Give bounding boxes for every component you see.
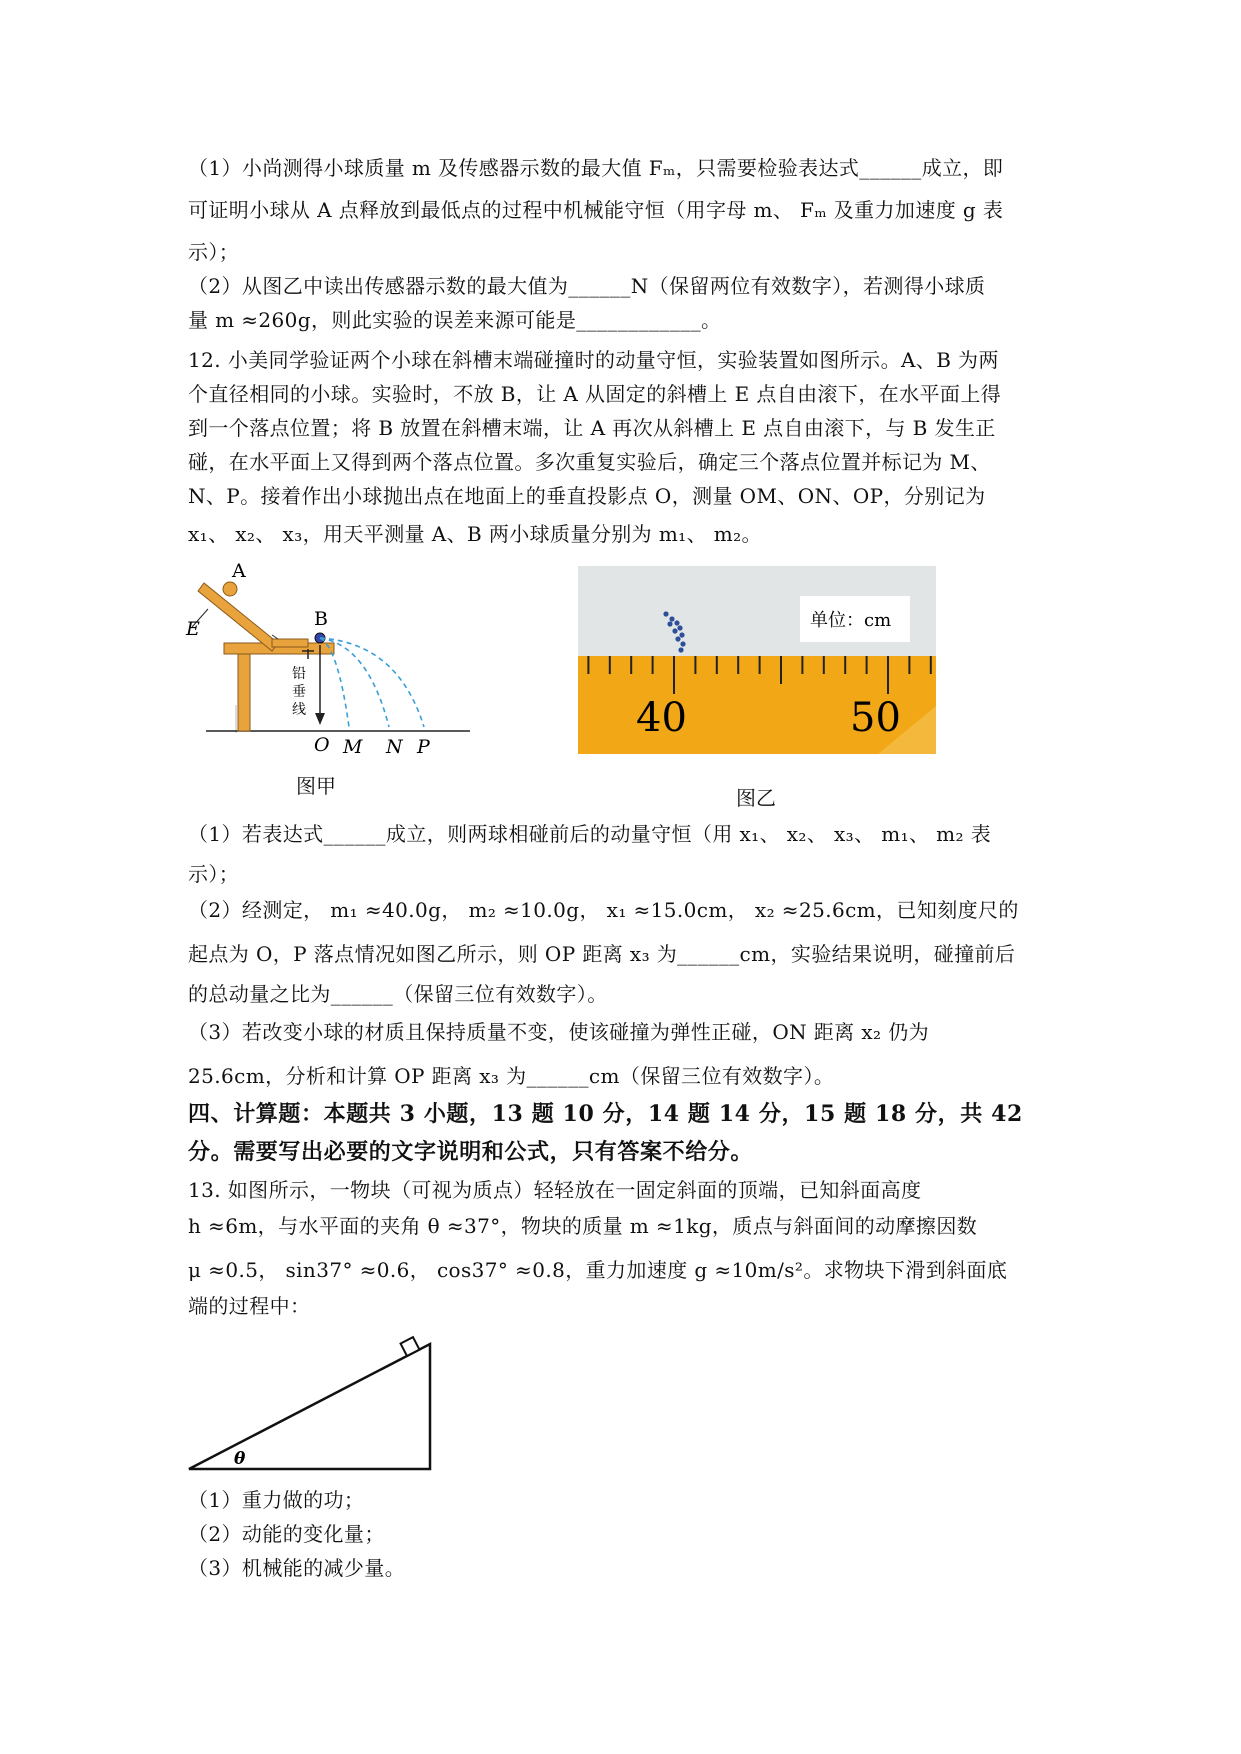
- chute-slope: [198, 583, 278, 651]
- text-line: x₁、 x₂、 x₃，用天平测量 A、B 两小球质量分别为 m₁、 m₂。: [188, 522, 762, 546]
- impact-dot: [678, 647, 683, 652]
- figure-jia-apparatus: [186, 560, 478, 770]
- label-o: O: [314, 734, 330, 756]
- incline-triangle: [189, 1344, 430, 1469]
- plumb-arrow: [315, 713, 325, 725]
- text-line: 量 m ≈260g，则此实验的误差来源可能是____________。: [188, 308, 722, 332]
- plumb-char-3: 线: [292, 702, 306, 718]
- trajectory-p: [320, 638, 424, 727]
- sub-question-line: （2）动能的变化量；: [188, 1522, 385, 1546]
- label-e: E: [186, 618, 200, 640]
- section-heading: 分。需要写出必要的文字说明和公式，只有答案不给分。: [188, 1139, 754, 1165]
- impact-dot: [680, 641, 685, 646]
- text-line: 可证明小球从 A 点释放到最低点的过程中机械能守恒（用字母 m、 Fₘ 及重力加速度 g 表: [188, 198, 1004, 222]
- unit-label: 单位：cm: [810, 610, 892, 631]
- impact-dot: [679, 632, 684, 637]
- impact-dot: [677, 625, 682, 630]
- text-line: 的总动量之比为______（保留三位有效数字）。: [188, 982, 608, 1006]
- impact-dot: [669, 616, 674, 621]
- plumb-char-2: 垂: [292, 684, 306, 700]
- text-line: 个直径相同的小球。实验时，不放 B，让 A 从固定的斜槽上 E 点自由滚下，在水平面上得: [188, 382, 1002, 406]
- impact-dot: [674, 620, 679, 625]
- text-line: 碰，在水平面上又得到两个落点位置。多次重复实验后，确定三个落点位置并标记为 M、: [188, 450, 991, 474]
- question-13-line: 13. 如图所示，一物块（可视为质点）轻轻放在一固定斜面的顶端，已知斜面高度: [188, 1178, 922, 1202]
- ruler-label-40: 40: [636, 695, 687, 741]
- label-n: N: [386, 736, 403, 758]
- sub-question-line: （3）机械能的减少量。: [188, 1556, 406, 1580]
- text-line: 起点为 O，P 落点情况如图乙所示，则 OP 距离 x₃ 为______cm，实验结果说明，碰撞前后: [188, 942, 1016, 966]
- label-p: P: [417, 736, 430, 758]
- figure-jia-caption: 图甲: [296, 774, 336, 798]
- sub-question-line: （1）重力做的功；: [188, 1488, 365, 1512]
- text-line: 到一个落点位置；将 B 放置在斜槽末端，让 A 再次从斜槽上 E 点自由滚下，与 B 发生正: [188, 416, 996, 440]
- text-line: μ ≈0.5， sin37° ≈0.6， cos37° ≈0.8，重力加速度 g ≈10m/s²。求物块下滑到斜面底: [188, 1258, 1008, 1282]
- label-m: M: [343, 736, 363, 758]
- figure-incline: [186, 1326, 436, 1474]
- ruler-label-50: 50: [850, 695, 901, 741]
- plumb-char-1: 铅: [292, 666, 306, 682]
- stand-leg: [238, 653, 250, 731]
- label-a: A: [232, 560, 246, 582]
- figure-yi-caption: 图乙: [736, 786, 776, 810]
- angle-label: θ: [234, 1449, 246, 1469]
- impact-dot: [663, 611, 668, 616]
- block: [401, 1337, 420, 1356]
- ball-a: [223, 582, 237, 596]
- label-b: B: [314, 608, 328, 630]
- impact-dot: [675, 636, 680, 641]
- question-12-line: 12. 小美同学验证两个小球在斜槽末端碰撞时的动量守恒，实验装置如图所示。A、B 为两: [188, 348, 999, 372]
- impact-dot: [672, 628, 677, 633]
- text-line: （1）若表达式______成立，则两球相碰前后的动量守恒（用 x₁、 x₂、 x₃、 m₁、 m₂ 表: [188, 822, 992, 846]
- text-line: （2）经测定， m₁ ≈40.0g， m₂ ≈10.0g， x₁ ≈15.0cm， x₂ ≈25.6cm，已知刻度尺的: [188, 898, 1019, 922]
- section-heading: 四、计算题：本题共 3 小题，13 题 10 分，14 题 14 分，15 题 18 分，共 42: [188, 1101, 1023, 1127]
- text-line: N、P。接着作出小球抛出点在地面上的垂直投影点 O，测量 OM、ON、OP，分别记为: [188, 484, 986, 508]
- block-on-incline: [401, 1337, 420, 1356]
- text-line: 示）；: [188, 240, 240, 264]
- text-line: 25.6cm，分析和计算 OP 距离 x₃ 为______cm（保留三位有效数字）。: [188, 1064, 835, 1088]
- chute-end: [272, 639, 308, 647]
- impact-dot: [667, 621, 672, 626]
- text-line: 端的过程中：: [188, 1294, 311, 1318]
- text-line: （3）若改变小球的材质且保持质量不变，使该碰撞为弹性正碰，ON 距离 x₂ 仍为: [188, 1020, 929, 1044]
- text-line: （1）小尚测得小球质量 m 及传感器示数的最大值 Fₘ，只需要检验表达式______成立，即: [188, 156, 1004, 180]
- text-line: （2）从图乙中读出传感器示数的最大值为______N（保留两位有效数字），若测得小球质: [188, 274, 986, 298]
- text-line: 示）；: [188, 862, 240, 886]
- text-line: h ≈6m，与水平面的夹角 θ ≈37°，物块的质量 m ≈1kg，质点与斜面间的动摩擦因数: [188, 1214, 978, 1238]
- figure-yi-ruler-photo: [578, 566, 936, 754]
